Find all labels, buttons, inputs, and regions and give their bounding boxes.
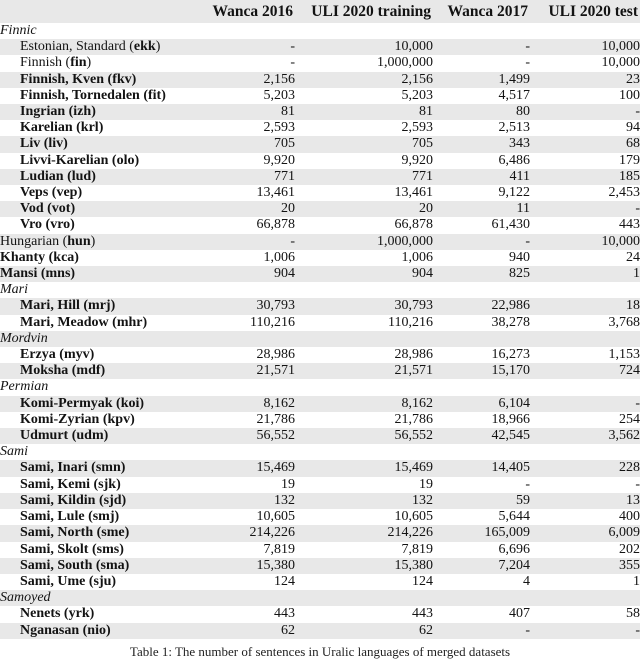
value-cell: - — [200, 39, 295, 55]
header-row — [0, 0, 640, 23]
value-cell: 21,571 — [295, 363, 433, 379]
language-label: Mari, Hill (mrj) — [0, 298, 200, 314]
table-caption: Table 1: The number of sentences in Uralic languages of merged datasets — [129, 643, 511, 659]
value-cell: 10,605 — [394, 509, 433, 525]
value-cell: 6,009 — [530, 525, 640, 541]
value-cell: 18 — [530, 298, 640, 314]
value-cell: 15,380 — [200, 558, 295, 574]
value-cell: 124 — [274, 573, 295, 589]
value-cell: 15,380 — [295, 558, 433, 574]
language-label: Komi-Permyak (koi) — [0, 396, 200, 412]
value-cell: - — [525, 55, 530, 71]
language-name: Vod ( — [20, 201, 52, 217]
language-label: Finnish (fin) — [20, 55, 92, 71]
value-cell: - — [530, 623, 640, 639]
value-cell: - — [530, 396, 640, 412]
value-cell: 7,819 — [401, 541, 433, 557]
value-cell: 56,552 — [295, 428, 433, 444]
language-code: vro — [50, 217, 71, 233]
language-row — [0, 217, 640, 233]
value-cell: 443 — [412, 606, 433, 622]
value-cell: 202 — [619, 541, 640, 557]
language-label: Estonian, Standard (ekk) — [0, 39, 200, 55]
language-name: Sami, North ( — [20, 525, 102, 541]
value-cell: 5,203 — [263, 87, 295, 103]
value-cell: 343 — [433, 136, 530, 152]
language-name: Liv ( — [20, 136, 49, 152]
group-label: Finnic — [0, 23, 37, 38]
value-cell: 10,000 — [530, 39, 640, 55]
language-row — [0, 136, 640, 152]
value-cell: 110,216 — [250, 314, 295, 330]
value-cell: 68 — [530, 136, 640, 152]
language-row — [0, 39, 640, 55]
value-cell: 940 — [509, 249, 530, 265]
language-code: sme — [101, 525, 125, 541]
value-cell: 10,605 — [256, 509, 295, 525]
language-label: Sami, Lule (smj) — [20, 509, 120, 525]
group-label: Permian — [0, 379, 49, 395]
language-name: Sami, Ume ( — [20, 573, 94, 589]
column-header-wanca-2017: Wanca 2017 — [433, 0, 530, 23]
value-cell: 13,461 — [256, 185, 295, 201]
value-cell: 20 — [200, 201, 295, 217]
language-code: kca — [53, 249, 75, 265]
language-label: Karelian (krl) — [20, 120, 104, 136]
value-cell: 80 — [433, 104, 530, 120]
value-cell: 6,486 — [498, 152, 530, 168]
value-cell: 21,571 — [200, 363, 295, 379]
value-cell: 904 — [295, 266, 433, 282]
language-name: Karelian ( — [20, 120, 81, 136]
value-cell: 2,156 — [295, 72, 433, 88]
column-header-wanca-2016: Wanca 2016 — [200, 0, 295, 23]
language-row — [0, 363, 640, 379]
language-row — [0, 396, 640, 412]
value-cell: 19 — [419, 476, 433, 492]
language-name: Finnish ( — [20, 55, 71, 71]
language-code: fin — [70, 55, 87, 71]
value-cell: 185 — [530, 169, 640, 185]
value-cell: 110,216 — [388, 314, 433, 330]
language-label: Sami, Inari (smn) — [0, 460, 200, 476]
language-name: Nenets ( — [20, 606, 69, 622]
language-label: Livvi-Karelian (olo) — [20, 152, 140, 168]
value-cell: 1,499 — [433, 72, 530, 88]
language-code: kpv — [107, 411, 131, 427]
value-cell: 1,006 — [401, 249, 433, 265]
language-code: mns — [45, 266, 71, 282]
language-name: Komi-Zyrian ( — [20, 411, 108, 427]
value-cell: 3,768 — [608, 314, 640, 330]
language-label: Udmurt (udm) — [0, 428, 200, 444]
value-cell: 7,819 — [263, 541, 295, 557]
value-cell: 42,545 — [433, 428, 530, 444]
language-label: Sami, North (sme) — [0, 525, 200, 541]
language-row — [0, 120, 640, 136]
value-cell: 2,513 — [498, 120, 530, 136]
value-cell: - — [290, 55, 295, 71]
language-code: sju — [93, 573, 112, 589]
value-cell: 1,006 — [263, 249, 295, 265]
value-cell: 4,517 — [498, 87, 530, 103]
language-code: mhr — [116, 314, 143, 330]
value-cell: 9,122 — [498, 185, 530, 201]
language-code: smn — [95, 460, 121, 476]
value-cell: 214,226 — [200, 525, 295, 541]
language-name: Komi-Permyak ( — [20, 395, 121, 411]
group-label: Mari — [0, 282, 28, 298]
value-cell: 5,203 — [401, 87, 433, 103]
value-cell: 66,878 — [256, 217, 295, 233]
value-cell: 10,000 — [530, 234, 640, 250]
value-cell: 20 — [295, 201, 433, 217]
value-cell: 21,786 — [394, 411, 433, 427]
language-row — [0, 185, 640, 201]
language-label: Finnish, Tornedalen (fit) — [20, 87, 166, 103]
language-name: Finnish, Tornedalen ( — [20, 87, 148, 103]
language-code: sms — [96, 541, 120, 557]
group-label: Samoyed — [0, 590, 640, 606]
language-row — [0, 542, 640, 558]
value-cell: 2,593 — [263, 120, 295, 136]
language-name: Erzya ( — [20, 347, 64, 363]
value-cell: 10,000 — [295, 39, 433, 55]
group-row — [0, 379, 640, 395]
value-cell: 38,278 — [491, 314, 530, 330]
group-row — [0, 282, 640, 298]
language-label: Mari, Meadow (mhr) — [20, 314, 148, 330]
group-label: Sami — [0, 444, 28, 460]
language-code: lud — [71, 168, 92, 184]
language-name: Udmurt ( — [20, 428, 77, 444]
language-name: Sami, Kemi ( — [20, 476, 99, 492]
language-row — [0, 509, 640, 525]
language-name: Sami, Inari ( — [20, 460, 96, 476]
language-code: olo — [116, 152, 135, 168]
language-code: fit — [148, 87, 162, 103]
value-cell: 724 — [530, 363, 640, 379]
value-cell: 3,562 — [530, 428, 640, 444]
value-cell: 11 — [433, 201, 530, 217]
value-cell: 705 — [200, 136, 295, 152]
language-row — [0, 234, 640, 250]
language-row — [0, 525, 640, 541]
value-cell: 904 — [200, 266, 295, 282]
language-name: Hungarian ( — [0, 233, 68, 249]
language-row — [0, 493, 640, 509]
language-label: Veps (vep) — [20, 185, 83, 201]
language-code: ekk — [133, 39, 156, 55]
value-cell: 28,986 — [256, 347, 295, 363]
value-cell: 228 — [530, 460, 640, 476]
value-cell: 254 — [619, 411, 640, 427]
value-cell: 24 — [626, 249, 640, 265]
language-row — [0, 606, 640, 622]
value-cell: 179 — [619, 152, 640, 168]
language-label: Moksha (mdf) — [0, 363, 200, 379]
value-cell: 81 — [295, 104, 433, 120]
language-name: Veps ( — [20, 185, 57, 201]
value-cell: 30,793 — [295, 298, 433, 314]
language-label: Finnish, Kven (fkv) — [0, 72, 200, 88]
value-cell: 132 — [295, 493, 433, 509]
language-row — [0, 72, 640, 88]
value-cell: 13,461 — [394, 185, 433, 201]
value-cell: 214,226 — [295, 525, 433, 541]
language-label: Sami, Skolt (sms) — [20, 541, 124, 557]
language-label: Nenets (yrk) — [20, 606, 95, 622]
language-name: Moksha ( — [20, 363, 77, 379]
value-cell: 2,453 — [608, 185, 640, 201]
language-code: liv — [48, 136, 64, 152]
value-cell: 100 — [619, 87, 640, 103]
language-name: Khanty ( — [0, 249, 54, 265]
value-cell: 400 — [619, 509, 640, 525]
language-name: Sami, Lule ( — [20, 509, 93, 525]
value-cell: 2,593 — [401, 120, 433, 136]
language-row — [0, 623, 640, 639]
group-row — [0, 331, 640, 347]
language-row — [0, 428, 640, 444]
language-row — [0, 558, 640, 574]
language-name: Sami, Skolt ( — [20, 541, 97, 557]
language-code: hun — [67, 233, 91, 249]
value-cell: 771 — [200, 169, 295, 185]
value-cell: - — [433, 39, 530, 55]
language-label: Ludian (lud) — [0, 169, 200, 185]
value-cell: - — [200, 234, 295, 250]
language-code: mdf — [76, 363, 101, 379]
language-name: Nganasan ( — [20, 622, 88, 638]
language-name: Sami, Kildin ( — [20, 492, 104, 508]
value-cell: 62 — [295, 623, 433, 639]
value-cell: 8,162 — [295, 396, 433, 412]
language-label: Nganasan (nio) — [0, 623, 200, 639]
value-cell: 1,153 — [608, 347, 640, 363]
language-name: Vro ( — [20, 217, 51, 233]
value-cell: 23 — [530, 72, 640, 88]
value-cell: 10,000 — [601, 55, 640, 71]
language-row — [0, 88, 640, 104]
value-cell: - — [433, 234, 530, 250]
value-cell: 15,170 — [433, 363, 530, 379]
value-cell: 6,104 — [433, 396, 530, 412]
value-cell: 58 — [626, 606, 640, 622]
value-cell: 355 — [530, 558, 640, 574]
value-cell: 21,786 — [256, 411, 295, 427]
language-label: Mansi (mns) — [0, 266, 200, 282]
language-row — [0, 169, 640, 185]
value-cell: 7,204 — [433, 558, 530, 574]
language-row — [0, 104, 640, 120]
value-cell: 411 — [433, 169, 530, 185]
group-label: Mordvin — [0, 331, 640, 347]
language-code: smj — [92, 509, 115, 525]
language-label: Liv (liv) — [0, 136, 200, 152]
value-cell: 165,009 — [433, 525, 530, 541]
language-name: Livvi-Karelian ( — [20, 152, 117, 168]
language-label: Vod (vot) — [0, 201, 200, 217]
language-label: Vro (vro) — [20, 217, 75, 233]
language-row — [0, 266, 640, 282]
value-cell: - — [525, 476, 530, 492]
language-label: Ingrian (izh) — [0, 104, 200, 120]
value-cell: 443 — [274, 606, 295, 622]
language-code: udm — [76, 428, 104, 444]
language-code: fkv — [112, 71, 132, 87]
column-header-uli-2020-training: ULI 2020 training — [295, 0, 433, 23]
language-label: Erzya (myv) — [20, 347, 95, 363]
value-cell: - — [530, 104, 640, 120]
value-cell: 1,000,000 — [295, 234, 433, 250]
group-row — [0, 23, 640, 39]
language-row — [0, 201, 640, 217]
language-row — [0, 477, 640, 493]
value-cell: 61,430 — [491, 217, 530, 233]
language-code: sjd — [103, 492, 122, 508]
language-row — [0, 412, 640, 428]
language-label: Sami, Kemi (sjk) — [20, 476, 121, 492]
value-cell: 2,156 — [200, 72, 295, 88]
value-cell: - — [530, 201, 640, 217]
language-label: Sami, Kildin (sjd) — [0, 493, 200, 509]
table-body — [0, 23, 640, 639]
value-cell: 124 — [412, 573, 433, 589]
value-cell: 825 — [433, 266, 530, 282]
language-label: Sami, Ume (sju) — [20, 573, 117, 589]
value-cell: 15,469 — [295, 460, 433, 476]
table-header — [0, 0, 640, 23]
language-label: Sami, South (sma) — [0, 558, 200, 574]
value-cell: 5,644 — [498, 509, 530, 525]
value-cell: 407 — [509, 606, 530, 622]
language-name: Ingrian ( — [20, 104, 74, 120]
language-row — [0, 55, 640, 71]
value-cell: 705 — [295, 136, 433, 152]
language-row — [0, 298, 640, 314]
value-cell: 6,696 — [498, 541, 530, 557]
value-cell: 1,000,000 — [377, 55, 433, 71]
value-cell: 15,469 — [200, 460, 295, 476]
value-cell: 4 — [523, 573, 530, 589]
language-row — [0, 250, 640, 266]
language-row — [0, 153, 640, 169]
language-row — [0, 460, 640, 476]
value-cell: 81 — [200, 104, 295, 120]
value-cell: 19 — [281, 476, 295, 492]
language-code: vot — [51, 201, 71, 217]
value-cell: 62 — [200, 623, 295, 639]
language-name: Mari, Hill ( — [20, 298, 89, 314]
language-name: Mansi ( — [0, 266, 46, 282]
language-code: nio — [87, 622, 106, 638]
value-cell: 771 — [295, 169, 433, 185]
language-name: Mari, Meadow ( — [20, 314, 117, 330]
language-name: Sami, South ( — [20, 557, 101, 573]
language-code: mrj — [88, 298, 111, 314]
value-cell: 59 — [433, 493, 530, 509]
value-cell: 66,878 — [394, 217, 433, 233]
value-cell: 56,552 — [200, 428, 295, 444]
language-label: Hungarian (hun) — [0, 234, 200, 250]
value-cell: 94 — [626, 120, 640, 136]
language-code: vep — [56, 185, 78, 201]
value-cell: - — [635, 476, 640, 492]
column-header-uli-2020-test: ULI 2020 test — [530, 0, 640, 23]
language-row — [0, 347, 640, 363]
value-cell: 14,405 — [433, 460, 530, 476]
language-row — [0, 574, 640, 590]
value-cell: 9,920 — [263, 152, 295, 168]
language-code: krl — [80, 120, 99, 136]
value-cell: 132 — [200, 493, 295, 509]
language-code: sjk — [98, 476, 117, 492]
language-name: Estonian, Standard ( — [20, 39, 134, 55]
language-code: koi — [120, 395, 140, 411]
value-cell: 18,966 — [491, 411, 530, 427]
language-label: Komi-Zyrian (kpv) — [20, 411, 135, 427]
language-name: Finnish, Kven ( — [20, 71, 113, 87]
value-cell: 8,162 — [200, 396, 295, 412]
language-code: yrk — [68, 606, 90, 622]
value-cell: 30,793 — [200, 298, 295, 314]
language-code: izh — [73, 104, 92, 120]
value-cell: 1 — [530, 266, 640, 282]
group-row — [0, 444, 640, 460]
empty-header-cell — [0, 0, 200, 23]
value-cell: 16,273 — [491, 347, 530, 363]
group-row — [0, 590, 640, 606]
value-cell: 443 — [619, 217, 640, 233]
language-code: myv — [63, 347, 90, 363]
language-label: Khanty (kca) — [0, 249, 79, 265]
value-cell: 13 — [530, 493, 640, 509]
value-cell: - — [433, 623, 530, 639]
value-cell: 22,986 — [433, 298, 530, 314]
value-cell: 9,920 — [401, 152, 433, 168]
value-cell: 28,986 — [394, 347, 433, 363]
value-cell: 1 — [633, 573, 640, 589]
language-name: Ludian ( — [20, 168, 72, 184]
language-row — [0, 315, 640, 331]
language-code: sma — [100, 557, 125, 573]
